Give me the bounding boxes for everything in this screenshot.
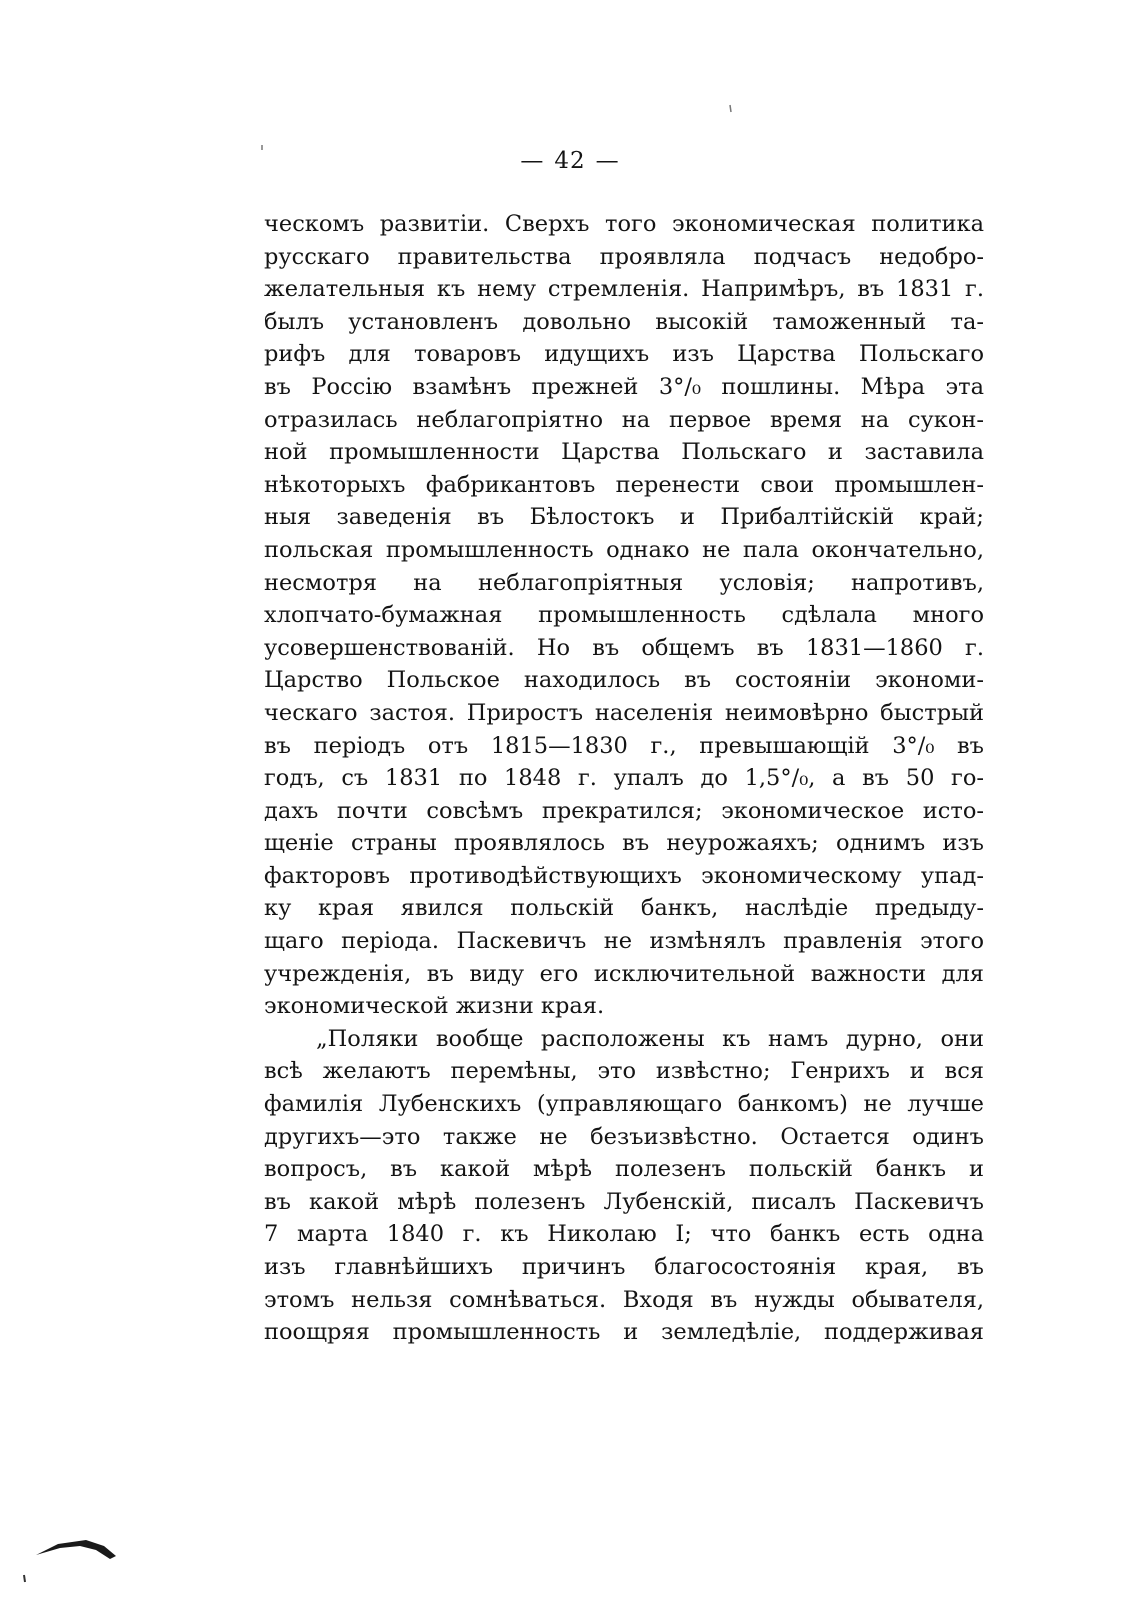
text-line: въ Россію взамѣнъ прежней 3°/₀ пошлины. Мѣра эта	[264, 373, 984, 400]
text-line: изъ главнѣйшихъ причинъ благосостоянія края, въ	[264, 1254, 984, 1280]
text-line: ческаго застоя. Приростъ населенія неимовѣрно быстрый	[264, 699, 984, 726]
text-line: „Поляки вообще расположены къ намъ дурно, они	[316, 1025, 984, 1052]
scan-speck	[24, 1575, 25, 1582]
text-line: въ какой мѣрѣ полезенъ Лубенскій, писалъ Паскевичъ	[264, 1188, 984, 1215]
text-line: годъ, съ 1831 по 1848 г. упалъ до 1,5°/₀, а въ 50 го-	[264, 765, 984, 792]
text-line: этомъ нельзя сомнѣваться. Входя въ нужды обывателя,	[264, 1286, 984, 1313]
text-line: въ періодъ отъ 1815—1830 г., превышающій 3°/₀ въ	[264, 732, 984, 759]
text-line: учрежденія, въ виду его исключительной важности для	[264, 960, 984, 987]
text-line: ныя заведенія въ Бѣлостокъ и Прибалтійскій край;	[264, 504, 984, 531]
text-line: отразилась неблагопріятно на первое время на сукон-	[264, 406, 984, 433]
page-number-dash-right: —	[595, 148, 620, 174]
page-number: 42	[554, 148, 586, 174]
text-line: щеніе страны проявлялось въ неурожаяхъ; однимъ изъ	[264, 830, 984, 857]
text-line: факторовъ противодѣйствующихъ экономическому упад-	[264, 862, 984, 889]
text-line: фамилія Лубенскихъ (управляющаго банкомъ) не лучше	[264, 1091, 984, 1118]
text-line: польская промышленность однако не пала окончательно,	[264, 536, 984, 563]
text-line: Царство Польское находилось въ состояніи экономи-	[264, 667, 984, 694]
text-line: дахъ почти совсѣмъ прекратился; экономическое исто-	[264, 797, 984, 824]
text-line: былъ установленъ довольно высокій таможенный та-	[264, 308, 984, 335]
text-line: ку края явился польскій банкъ, наслѣдіе предыду-	[264, 895, 984, 922]
text-line: щаго періода. Паскевичъ не измѣнялъ правленія этого	[264, 928, 984, 955]
text-line: поощряя промышленность и земледѣліе, поддерживая	[264, 1319, 984, 1346]
text-line: нѣкоторыхъ фабрикантовъ перенести свои промышлен-	[264, 471, 984, 498]
text-line: экономической жизни края.	[264, 993, 605, 1020]
text-line: ческомъ развитіи. Сверхъ того экономическая политика	[264, 211, 984, 237]
text-line: всѣ желаютъ перемѣны, это извѣстно; Генрихъ и вся	[264, 1058, 984, 1085]
text-line: ной промышленности Царства Польскаго и заставила	[264, 439, 984, 466]
text-line: другихъ—это также не безъизвѣстно. Остается одинъ	[264, 1123, 984, 1150]
text-line: усовершенствованій. Но въ общемъ въ 1831—1860 г.	[264, 634, 984, 661]
text-line: хлопчато-бумажная промышленность сдѣлала много	[264, 602, 984, 629]
scan-speck	[730, 105, 731, 112]
text-line: русскаго правительства проявляла подчасъ недобро-	[264, 243, 984, 270]
text-line: рифъ для товаровъ идущихъ изъ Царства Польскаго	[264, 341, 984, 368]
text-line: 7 марта 1840 г. къ Николаю I; что банкъ есть одна	[264, 1221, 984, 1248]
page-number-dash-left: —	[520, 148, 545, 174]
text-line: несмотря на неблагопріятныя условія; напротивъ,	[264, 569, 984, 596]
text-line: вопросъ, въ какой мѣрѣ полезенъ польскій банкъ и	[264, 1156, 984, 1183]
scan-smudge	[36, 1540, 116, 1559]
text-line: желательныя къ нему стремленія. Напримѣръ, въ 1831 г.	[264, 276, 984, 303]
